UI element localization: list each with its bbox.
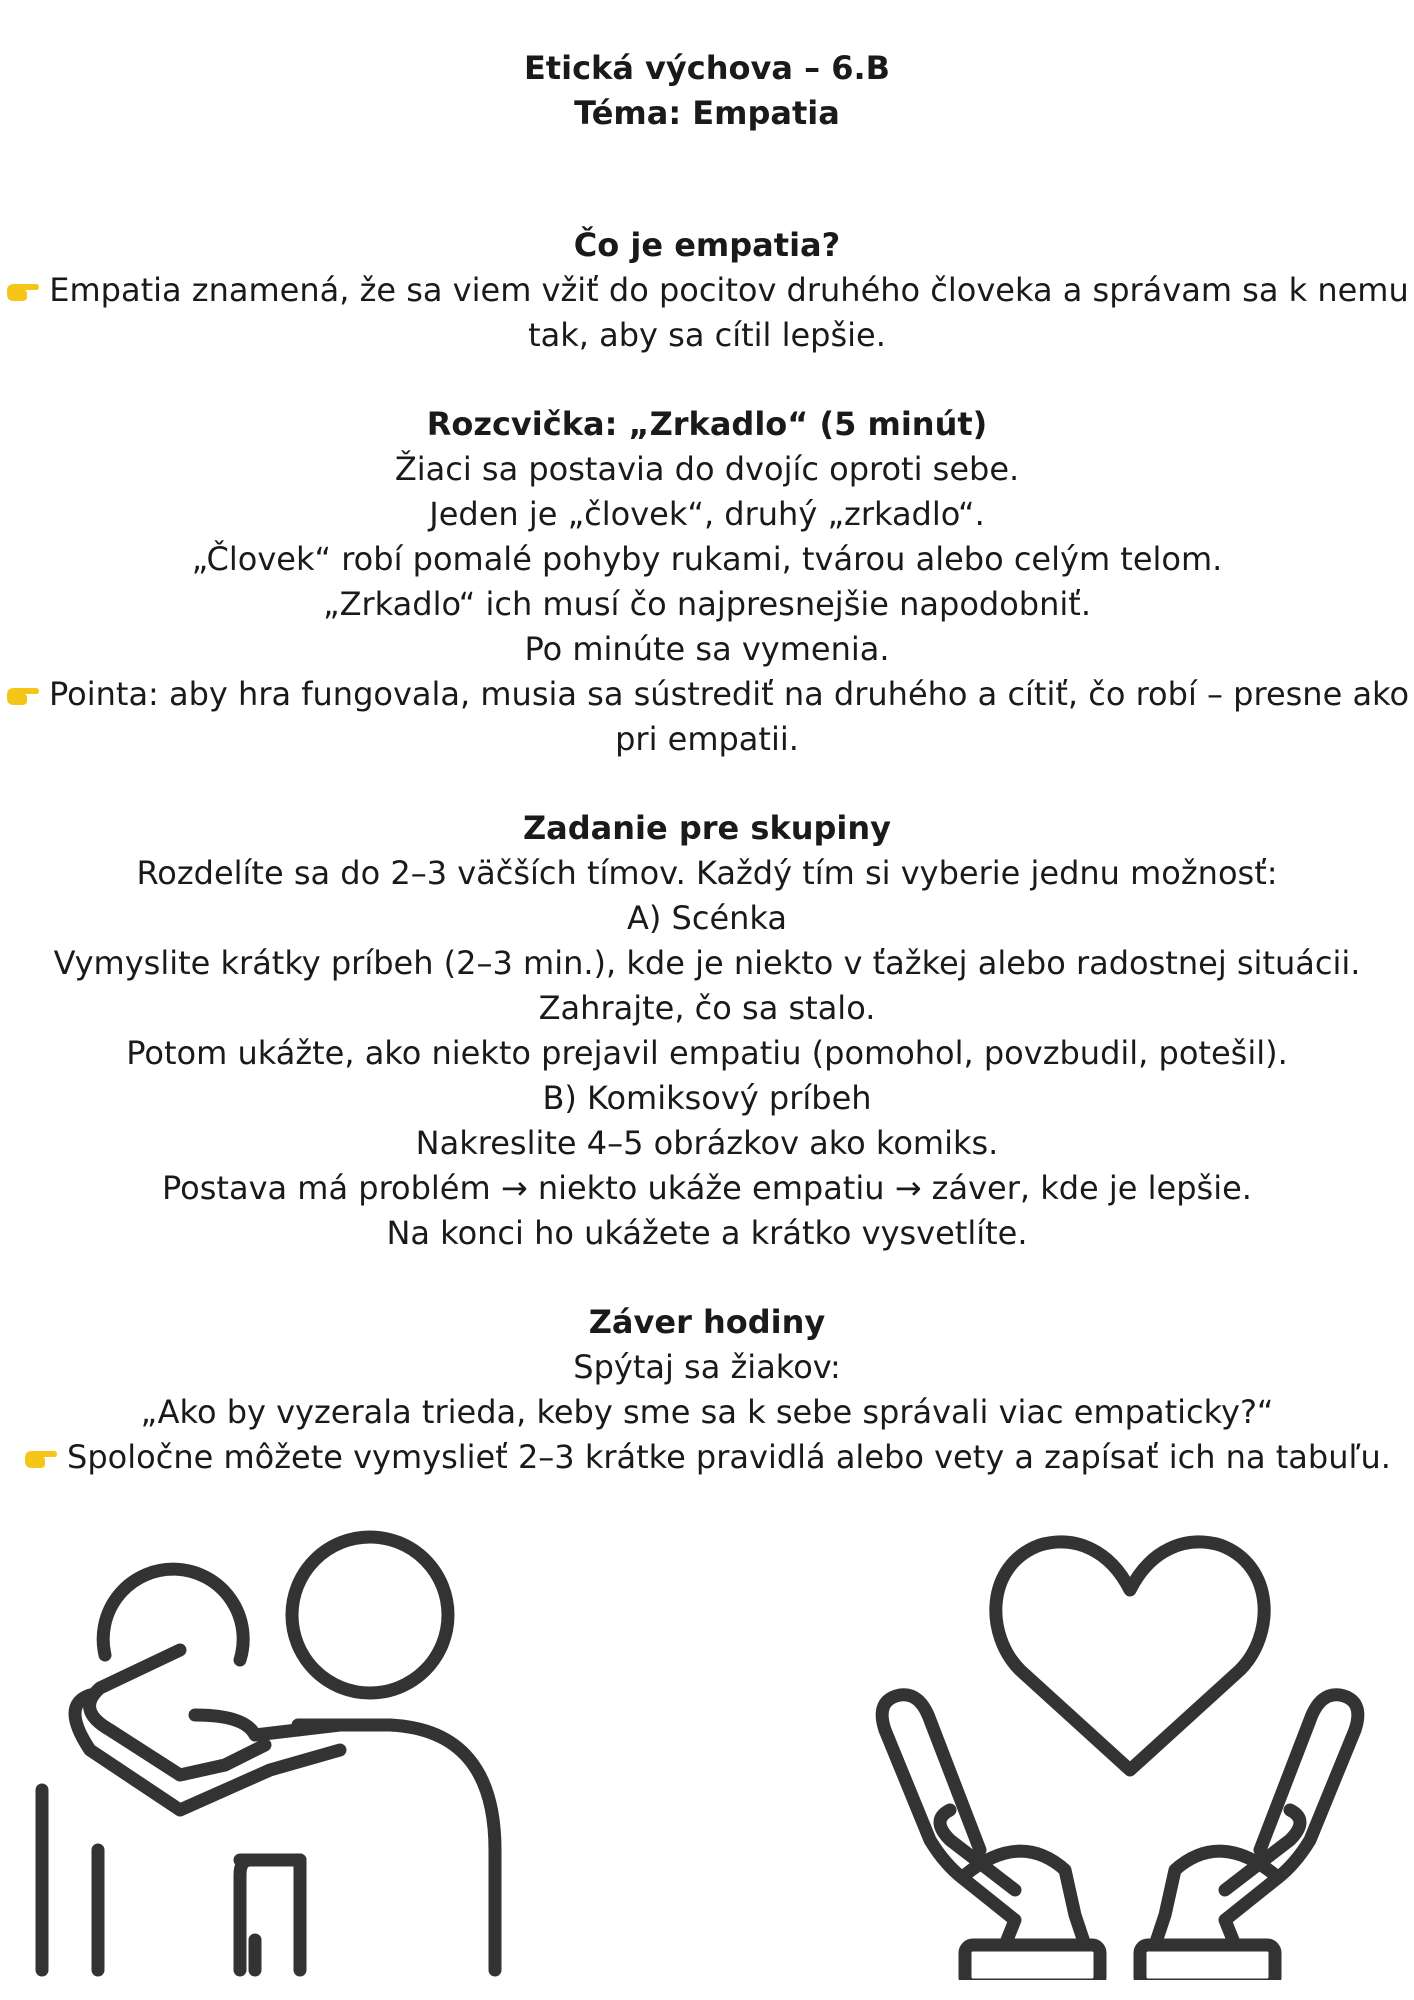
definition-text-2: tak, aby sa cítil lepšie. [528, 316, 886, 354]
warmup-line: Po minúte sa vymenia. [524, 630, 890, 668]
definition-text-1: Empatia znamená, že sa viem vžiť do pocitov druhého človeka a správam sa k nemu [49, 271, 1409, 309]
hands-holding-heart-icon [855, 1520, 1385, 1980]
warmup-line: Žiaci sa postavia do dvojíc oproti sebe. [394, 450, 1020, 488]
definition-line [0, 268, 1414, 312]
section-heading-groups: Zadanie pre skupiny [522, 809, 892, 847]
pointing-hand-icon [5, 278, 41, 304]
section-heading-warmup: Rozcvička: „Zrkadlo“ (5 minút) [426, 405, 988, 443]
section-heading-empathy: Čo je empatia? [573, 226, 841, 264]
groups-line: Vymyslite krátky príbeh (2–3 min.), kde je niekto v ťažkej alebo radostnej situácii. [53, 944, 1361, 982]
conclusion-line: Spýtaj sa žiakov: [573, 1348, 841, 1386]
groups-line: Postava má problém → niekto ukáže empatiu → záver, kde je lepšie. [162, 1169, 1252, 1207]
groups-line: A) Scénka [627, 899, 787, 937]
warmup-point-text-2: pri empatii. [615, 720, 799, 758]
warmup-line: Jeden je „človek“, druhý „zrkadlo“. [429, 495, 985, 533]
pointing-hand-icon [5, 682, 41, 708]
section-heading-conclusion: Záver hodiny [588, 1303, 826, 1341]
groups-line: Nakreslite 4–5 obrázkov ako komiks. [415, 1124, 999, 1162]
conclusion-point-text: Spoločne môžete vymyslieť 2–3 krátke pravidlá alebo vety a zapísať ich na tabuľu. [67, 1438, 1391, 1476]
warmup-line: „Zrkadlo“ ich musí čo najpresnejšie napodobniť. [323, 585, 1091, 623]
groups-line: B) Komiksový príbeh [542, 1079, 872, 1117]
groups-line: Na konci ho ukážete a krátko vysvetlíte. [386, 1214, 1028, 1252]
groups-line: Rozdelíte sa do 2–3 väčších tímov. Každý tím si vyberie jednu možnosť: [136, 854, 1278, 892]
hugging-people-icon [30, 1530, 510, 1980]
warmup-point-line [0, 672, 1414, 716]
warmup-point-text-1: Pointa: aby hra fungovala, musia sa sústrediť na druhého a cítiť, čo robí – presne ako [48, 675, 1410, 713]
groups-line: Zahrajte, čo sa stalo. [538, 989, 876, 1027]
pointing-hand-icon [23, 1445, 59, 1471]
conclusion-question: „Ako by vyzerala trieda, keby sme sa k sebe správali viac empaticky?“ [140, 1393, 1274, 1431]
groups-line: Potom ukážte, ako niekto prejavil empatiu (pomohol, povzbudil, potešil). [126, 1034, 1288, 1072]
page-subtitle: Téma: Empatia [574, 94, 840, 132]
page-title: Etická výchova – 6.B [523, 49, 891, 87]
conclusion-point-line [0, 1435, 1414, 1479]
warmup-line: „Človek“ robí pomalé pohyby rukami, tvárou alebo celým telom. [191, 540, 1223, 578]
